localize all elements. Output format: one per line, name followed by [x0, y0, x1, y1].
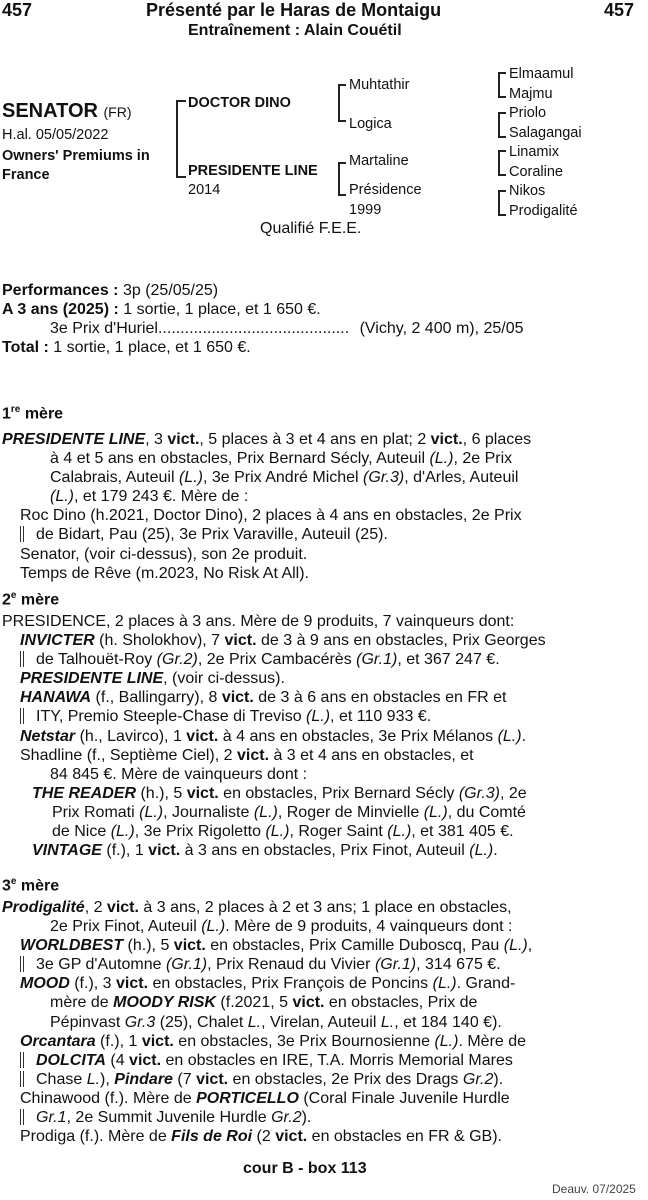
- total-text: 1 sortie, 1 place, et 1 650 €.: [48, 339, 251, 357]
- second-dam-section: PRESIDENCE, 2 places à 3 ans. Mère de 9 produits, 7 vainqueurs dont: INVICTER (h. Sholokhov), 7 vict. de 3 à 9 ans en obstacles, Prix Georges de Talhouët-Roy (Gr.2), 2e Prix Cambacérès (Gr.1), et 367 247 €. PRESIDENTE LINE, (voir ci-dessus). HANAWA (f., Ballingarry), 8 vict. de 3 à 6 ans en obstacles en FR et ITY, Premio Steeple-Chase di Treviso (L.), et 110 933 €. Netstar (h., Lavirco), 1 vict. à 4 ans en obstacles, 3e Prix Mélanos (L.). Shadline (f., Septième Ciel), 2 vict. à 3 et 4 ans en obstacles, et 84 845 €. Mère de vainqueurs dont : THE READER (h.), 5 vict. en obstacles, Prix Bernard Sécly (Gr.3), 2e Prix Romati (L.), Journaliste (L.), Roger de Minvielle (L.), du Comté de Nice (L.), 3e Prix Rigoletto (L.), Roger Saint (L.), et 381 405 €. VINTAGE (f.), 1 vict. à 3 ans en obstacles, Prix Finot, Auteuil (L.).: [2, 613, 546, 860]
- third-dam-label: mère: [20, 877, 60, 895]
- lot-number-left: 457: [2, 0, 33, 20]
- age3-text: 1 sortie, 1 place, et 1 650 €.: [118, 301, 321, 319]
- pedigree-bracket-main: [176, 100, 178, 178]
- ggs-bracket-2-top: [498, 112, 506, 114]
- race-place: (Vichy, 2 400 m), 25/05: [359, 320, 524, 338]
- grandsire-1: Muhtathir: [349, 77, 410, 93]
- great-grandsire-5: Linamix: [509, 144, 559, 160]
- race-name: 3e Prix d'Huriel: [50, 320, 158, 338]
- ggs-bracket-2: [498, 112, 500, 138]
- dam-bracket-top: [338, 162, 346, 164]
- dam-year: 2014: [188, 182, 221, 198]
- ggs-bracket-3: [498, 150, 500, 176]
- second-dam-label: mère: [20, 591, 60, 609]
- total-label: Total :: [2, 339, 49, 357]
- sire-name: DOCTOR DINO: [188, 95, 291, 111]
- great-grandsire-6: Coraline: [509, 164, 563, 180]
- first-dam-heading: [2, 404, 63, 423]
- third-dam-sup: e: [10, 876, 17, 887]
- third-dam-section: Prodigalité, 2 vict. à 3 ans, 2 places à 2 et 3 ans; 1 place en obstacles, 2e Prix Finot, Auteuil (L.). Mère de 9 produits, 4 vainqueurs dont : WORLDBEST (h.), 5 vict. en obstacles, Prix Camille Duboscq, Pau (L.), 3e GP d'Automne (Gr.1), Prix Renaud du Vivier (Gr.1), 314 675 €. MOOD (f.), 3 vict. en obstacles, Prix François de Poncins (L.). Grand- mère de MOODY RISK (f.2021, 5 vict. en obstacles, Prix de Pépinvast Gr.3 (25), Chalet L., Virelan, Auteuil L., et 184 140 €). Orcantara (f.), 1 vict. en obstacles, 3e Prix Bournosienne (L.). Mère de DOLCITA (4 vict. en obstacles en IRE, T.A. Morris Memorial Mares Chase L.), Pindare (7 vict. en obstacles, 2e Prix des Drags Gr.2). Chinawood (f.). Mère de PORTICELLO (Coral Finale Juvenile Hurdle Gr.1, 2e Summit Juvenile Hurdle Gr.2). Prodiga (f.). Mère de Fils de Roi (2 vict. en obstacles en FR & GB).: [2, 899, 533, 1146]
- ggs-bracket-3-bottom: [498, 174, 506, 176]
- third-dam-number: 3: [2, 877, 11, 895]
- consignor-title: Présenté par le Haras de Montaigu: [146, 0, 442, 20]
- race-dots: ...........................................: [157, 320, 350, 338]
- great-grandsire-3: Priolo: [509, 105, 547, 121]
- great-grandsire-1: Elmaamul: [509, 66, 574, 82]
- second-dam-number: 2: [2, 591, 11, 609]
- performances-text: 3p (25/05/25): [118, 282, 219, 299]
- sire-bracket-bottom: [338, 120, 346, 122]
- dam-bracket: [338, 162, 340, 196]
- ggs-bracket-1: [498, 72, 500, 98]
- first-dam-section: PRESIDENTE LINE, 3 vict., 5 places à 3 et 4 ans en plat; 2 vict., 6 places à 4 et 5 ans en obstacles, Prix Bernard Sécly, Auteuil (L.), 2e Prix Calabrais, Auteuil (L.), 3e Prix André Michel (Gr.3), d'Arles, Auteuil (L.), et 179 243 €. Mère de : Roc Dino (h.2021, Doctor Dino), 2 places à 4 ans en obstacles, 2e Prix de Bidart, Pau (25), 3e Prix Varaville, Auteuil (25). Senator, (voir ci-dessus), son 2e produit. Temps de Rêve (m.2023, No Risk At All).: [2, 431, 532, 582]
- dam-name: PRESIDENTE LINE: [188, 163, 318, 179]
- performances-label: Performances :: [2, 282, 119, 299]
- horse-origin: (FR): [103, 104, 132, 120]
- grandsire-4-year: 1999: [349, 202, 382, 218]
- dam-bracket-bottom: [338, 194, 346, 196]
- grandsire-2: Logica: [349, 116, 392, 132]
- ggs-bracket-4: [498, 190, 500, 216]
- grandsire-4: Présidence: [349, 182, 422, 198]
- horse-info: H.al. 05/05/2022: [2, 127, 109, 143]
- performances-block: [2, 281, 646, 357]
- pedigree-bracket-top: [176, 100, 186, 102]
- sire-bracket-top: [338, 84, 346, 86]
- ggs-bracket-1-bottom: [498, 96, 506, 98]
- first-dam-number: 1: [2, 405, 11, 423]
- grandsire-3: Martaline: [349, 153, 409, 169]
- first-dam-label: mère: [24, 405, 64, 423]
- third-dam-heading: [2, 876, 59, 895]
- great-grandsire-2: Majmu: [509, 86, 553, 102]
- second-dam-sup: e: [10, 590, 17, 601]
- ggs-bracket-4-top: [498, 190, 506, 192]
- horse-name-text: SENATOR: [2, 100, 98, 122]
- age3-label: A 3 ans (2025) :: [2, 301, 119, 319]
- qualification: Qualifié F.E.E.: [260, 220, 362, 237]
- ggs-bracket-1-top: [498, 72, 506, 74]
- great-grandsire-7: Nikos: [509, 183, 546, 199]
- ggs-bracket-3-top: [498, 150, 506, 152]
- first-dam-sup: re: [10, 404, 21, 415]
- premium-line-2: France: [2, 167, 50, 183]
- pedigree-bracket-bottom: [176, 176, 186, 178]
- premium-line-1: Owners' Premiums in: [2, 148, 150, 164]
- great-grandsire-4: Salagangai: [509, 125, 582, 141]
- great-grandsire-8: Prodigalité: [509, 203, 578, 219]
- lot-number-right: 457: [604, 0, 635, 20]
- ggs-bracket-2-bottom: [498, 136, 506, 138]
- location: cour B - box 113: [243, 1160, 367, 1177]
- sale-reference: Deauv. 07/2025: [552, 1182, 636, 1196]
- trainer-line: Entraînement : Alain Couétil: [188, 22, 402, 39]
- sire-bracket: [338, 84, 340, 122]
- horse-name: [2, 100, 132, 123]
- second-dam-heading: [2, 590, 59, 609]
- ggs-bracket-4-bottom: [498, 214, 506, 216]
